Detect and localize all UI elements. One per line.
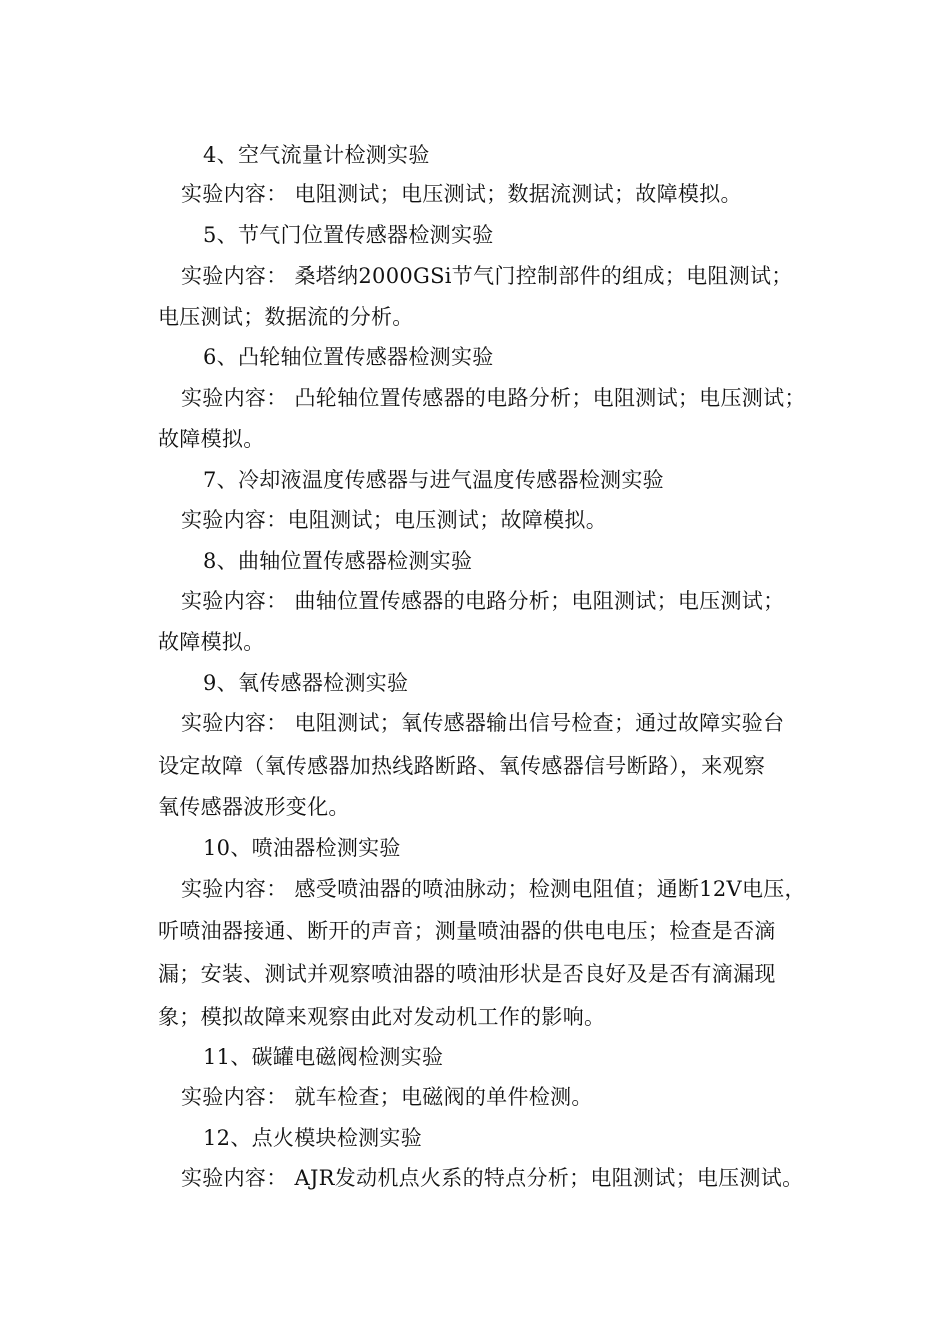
section-heading: 10、喷油器检测实验 bbox=[203, 836, 401, 860]
section-heading: 7、冷却液温度传感器与进气温度传感器检测实验 bbox=[203, 468, 664, 492]
section-content-line: 实验内容： 就车检查；电磁阀的单件检测。 bbox=[181, 1085, 593, 1109]
section-heading: 6、凸轮轴位置传感器检测实验 bbox=[203, 345, 494, 369]
section-content-line: 实验内容：电阻测试；电压测试；故障模拟。 bbox=[181, 508, 607, 532]
section-content-line: 漏；安装、测试并观察喷油器的喷油形状是否良好及是否有滴漏现 bbox=[158, 962, 776, 986]
section-content-line: 实验内容： 凸轮轴位置传感器的电路分析；电阻测试；电压测试； bbox=[181, 386, 806, 410]
section-content-line: 实验内容： 感受喷油器的喷油脉动；检测电阻值；通断12V电压， bbox=[181, 877, 806, 901]
section-content-line: 实验内容： 桑塔纳2000GSi节气门控制部件的组成；电阻测试； bbox=[181, 264, 793, 288]
section-content-line: 氧传感器波形变化。 bbox=[158, 795, 350, 819]
section-content-line: 实验内容： 电阻测试；电压测试；数据流测试；故障模拟。 bbox=[181, 182, 742, 206]
section-heading: 5、节气门位置传感器检测实验 bbox=[203, 223, 494, 247]
section-heading: 9、氧传感器检测实验 bbox=[203, 671, 409, 695]
section-content-line: 故障模拟。 bbox=[158, 427, 265, 451]
section-content-line: 实验内容： 曲轴位置传感器的电路分析；电阻测试；电压测试； bbox=[181, 589, 785, 613]
section-heading: 12、点火模块检测实验 bbox=[203, 1126, 423, 1150]
section-content-line: 实验内容： AJR发动机点火系的特点分析；电阻测试；电压测试。 bbox=[181, 1166, 804, 1190]
section-content-line: 故障模拟。 bbox=[158, 630, 265, 654]
section-content-line: 电压测试；数据流的分析。 bbox=[158, 305, 414, 329]
section-content-line: 听喷油器接通、断开的声音；测量喷油器的供电电压；检查是否滴 bbox=[158, 919, 776, 943]
section-heading: 4、空气流量计检测实验 bbox=[203, 143, 430, 167]
section-content-line: 设定故障（氧传感器加热线路断路、氧传感器信号断路），来观察 bbox=[158, 754, 766, 778]
section-content-line: 实验内容： 电阻测试；氧传感器输出信号检查；通过故障实验台 bbox=[181, 711, 785, 735]
section-heading: 11、碳罐电磁阀检测实验 bbox=[203, 1045, 444, 1069]
section-heading: 8、曲轴位置传感器检测实验 bbox=[203, 549, 473, 573]
section-content-line: 象；模拟故障来观察由此对发动机工作的影响。 bbox=[158, 1005, 606, 1029]
